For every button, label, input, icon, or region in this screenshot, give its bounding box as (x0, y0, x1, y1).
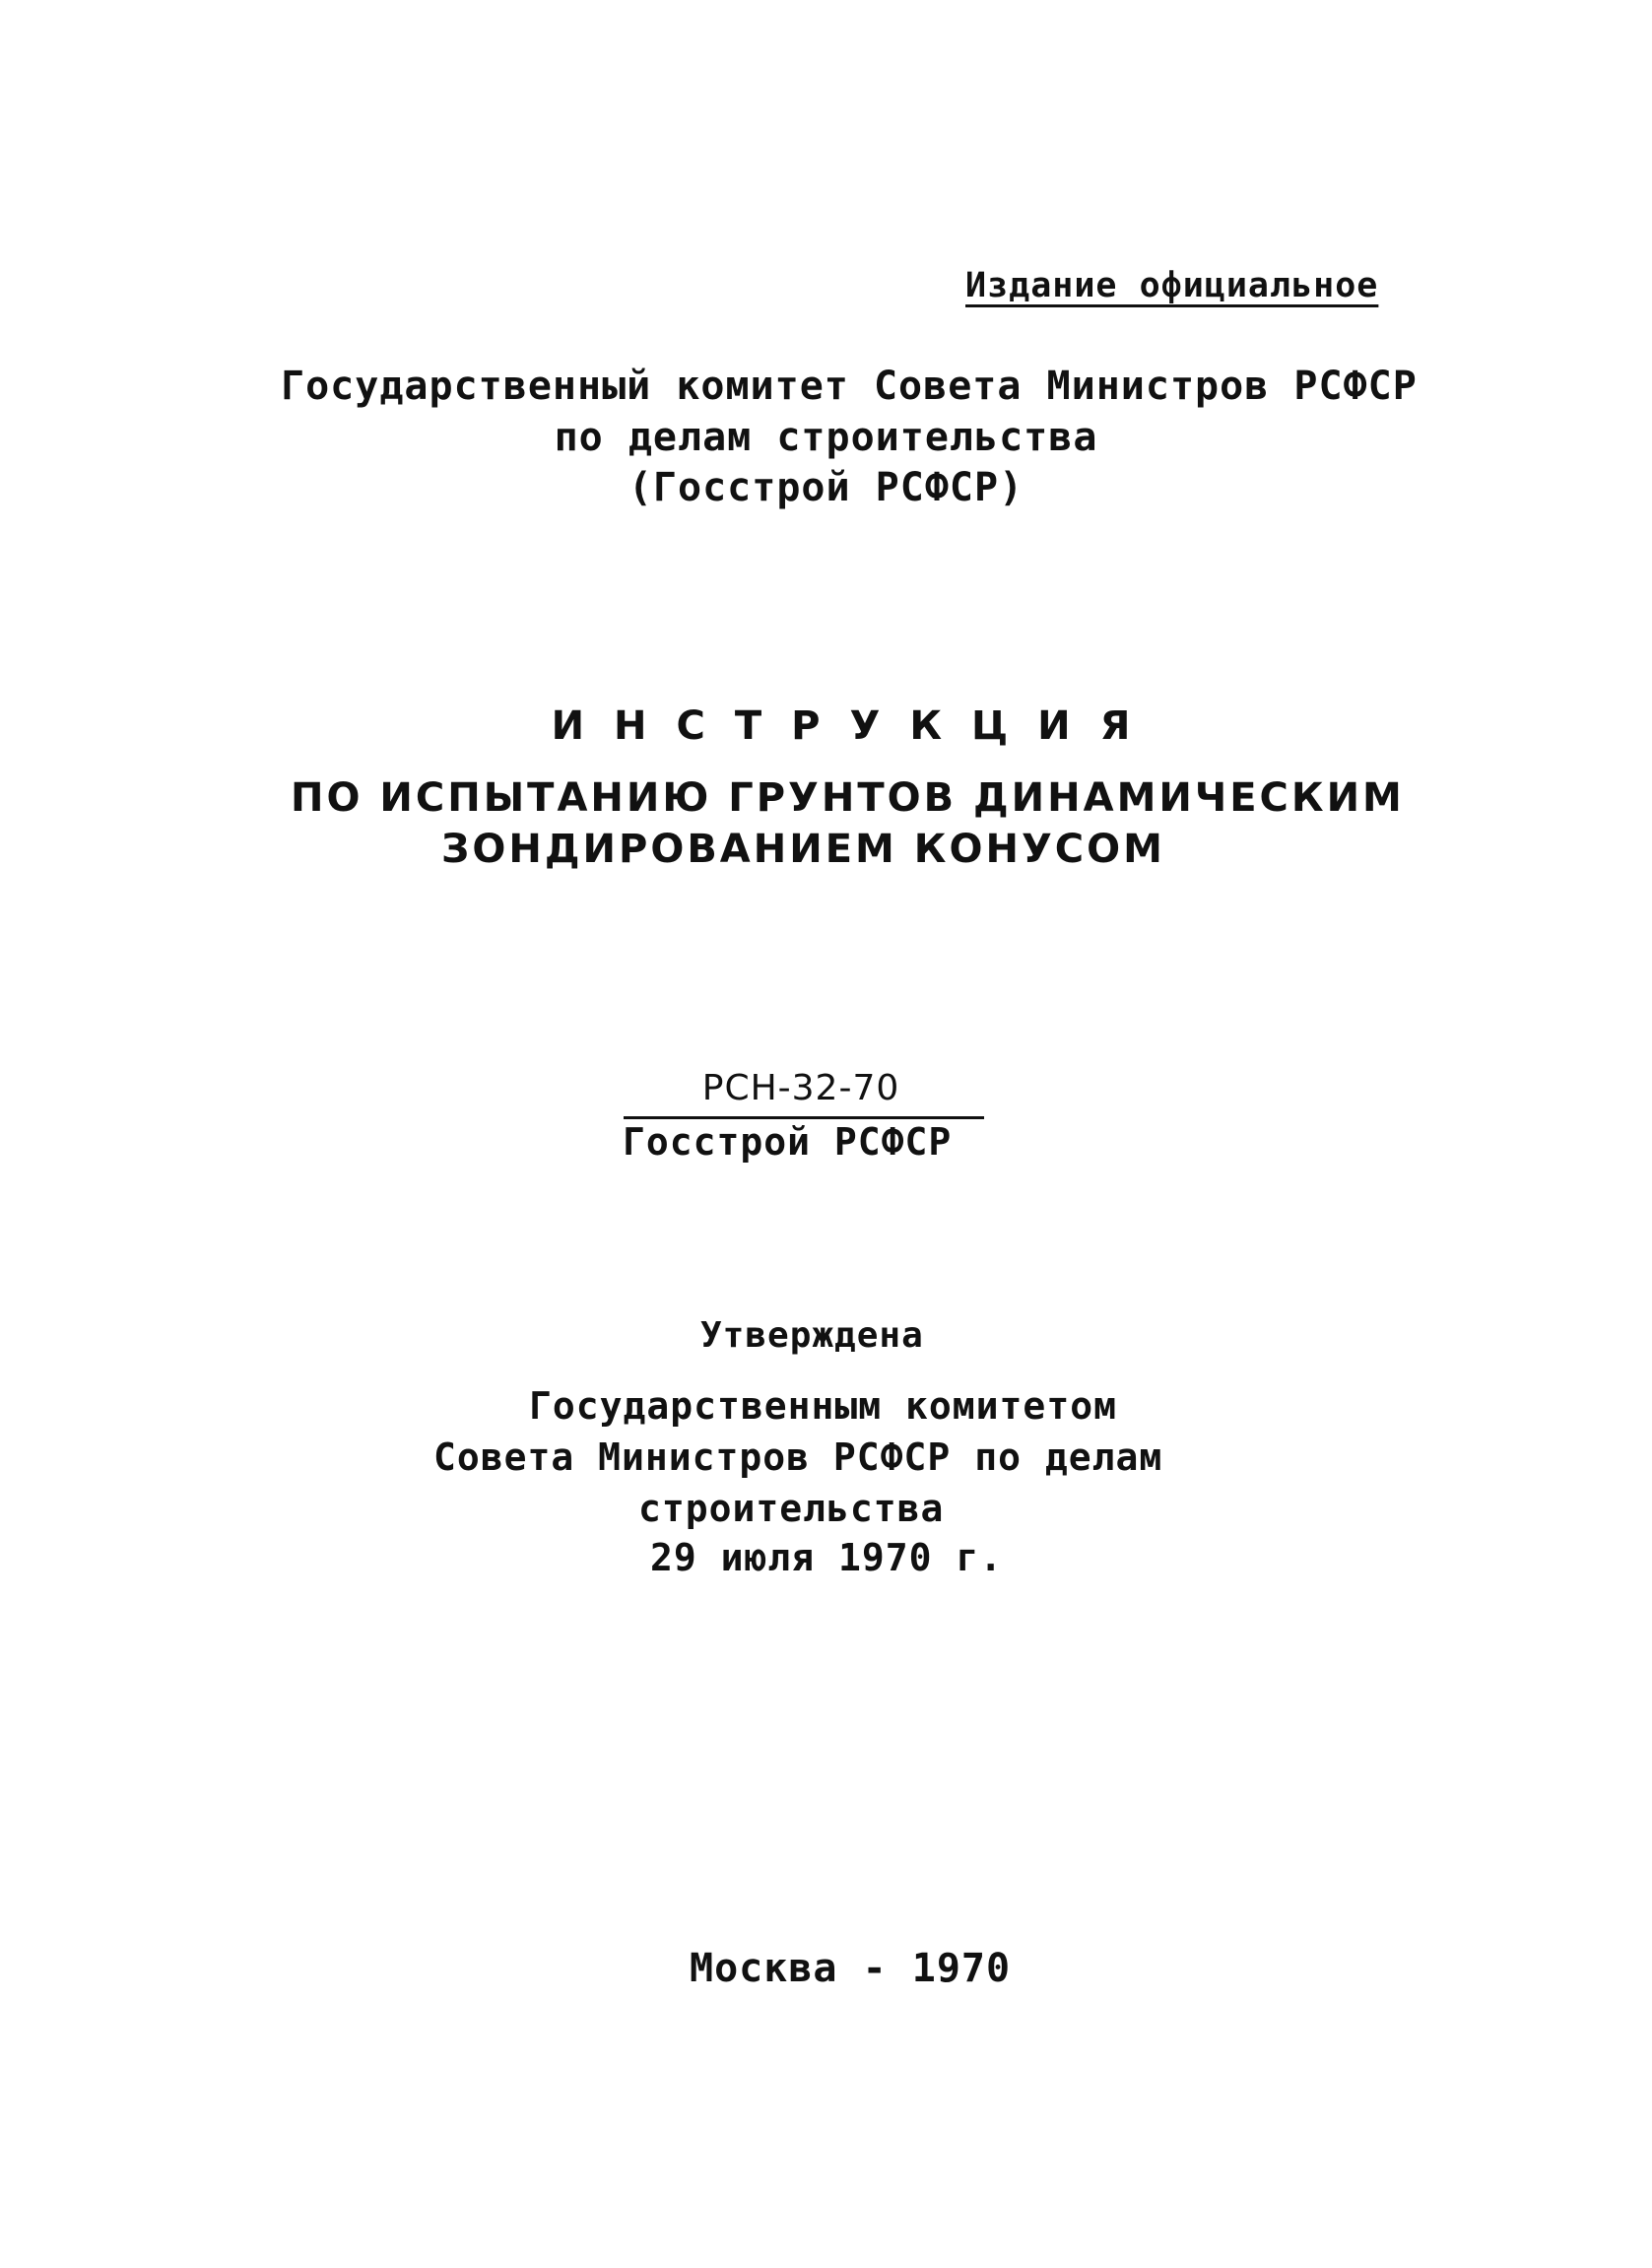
approval-line-1: Государственным комитетом (529, 1384, 1117, 1428)
approval-date: 29 июля 1970 г. (650, 1536, 1004, 1579)
organization-line-2: по делам строительства (554, 415, 1098, 460)
imprint-city-year: Москва - 1970 (690, 1946, 1012, 1991)
approval-line-3: строительства (638, 1487, 945, 1530)
edition-note: Издание официальное (965, 266, 1379, 305)
code-divider (624, 1116, 984, 1119)
document-subtitle-line-2: ЗОНДИРОВАНИЕМ КОНУСОМ (441, 827, 1165, 872)
document-subtitle-line-1: ПО ИСПЫТАНИЮ ГРУНТОВ ДИНАМИЧЕСКИМ (291, 775, 1405, 821)
document-issuer: Госстрой РСФСР (623, 1120, 953, 1164)
organization-line-1: Государственный комитет Совета Министров РСФСР (281, 364, 1418, 409)
approval-line-2: Совета Министров РСФСР по делам (433, 1435, 1163, 1479)
document-code: РСН-32-70 (701, 1068, 900, 1108)
document-title: ИНСТРУКЦИЯ (551, 703, 1160, 749)
approval-heading: Утверждена (700, 1315, 924, 1356)
organization-line-3: (Госстрой РСФСР) (628, 465, 1024, 510)
